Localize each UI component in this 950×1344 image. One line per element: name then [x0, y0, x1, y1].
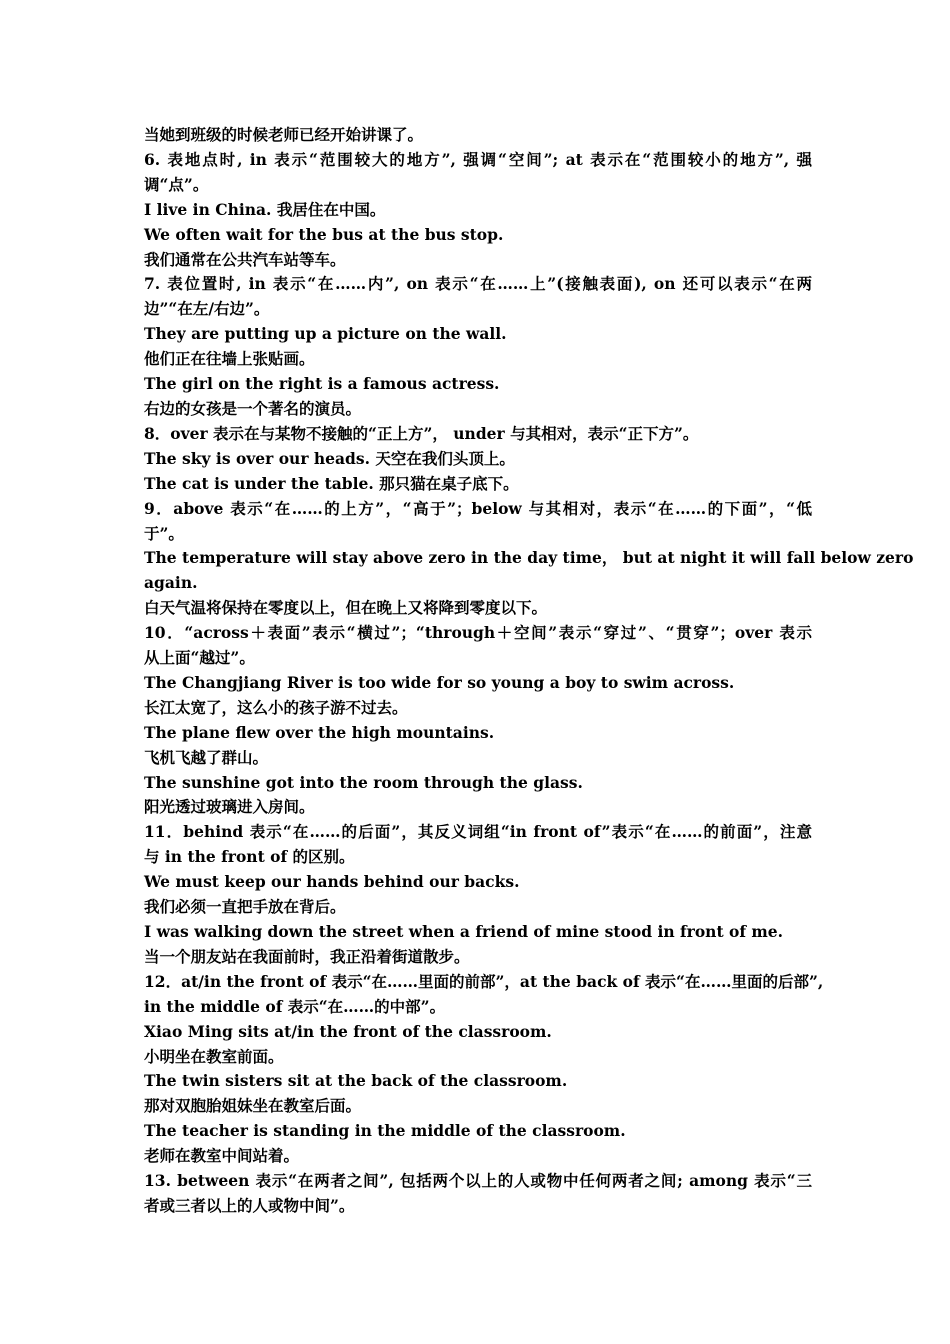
text-line: 小明坐在教室前面。 [144, 1046, 284, 1066]
text-line: 边”“在左/右边”。 [144, 299, 270, 319]
text-line: 从上面“越过”。 [144, 648, 255, 668]
text-line: 调“点”。 [144, 174, 209, 194]
text-line: The sunshine got into the room through the glass. [144, 772, 583, 792]
text-line: The Changjiang River is too wide for so young a boy to swim across. [144, 672, 735, 692]
text-line: We often wait for the bus at the bus stop. [144, 224, 504, 244]
text-line: 13. between 表示“在两者之间”, 包括两个以上的人或物中任何两者之间; among 表示“三 [144, 1171, 812, 1191]
text-line: The temperature will stay above zero in the day time， but at night it will fall below zero [144, 548, 914, 568]
text-line: 老师在教室中间站着。 [144, 1146, 300, 1166]
text-line: 者或三者以上的人或物中间”。 [144, 1195, 355, 1215]
text-line: We must keep our hands behind our backs. [144, 872, 520, 892]
text-line: 当一个朋友站在我面前时，我正沿着街道散步。 [144, 946, 470, 966]
text-line: 9．above 表示“在……的上方”，“高于”；below 与其相对，表示“在……的下面”，“低 [144, 498, 812, 518]
text-line: 10．“across＋表面”表示“横过”；“through＋空间”表示“穿过”、“贯穿”；over 表示 [144, 623, 812, 643]
text-line: 8．over 表示在与某物不接触的“正上方”， under 与其相对，表示“正下方”。 [144, 423, 699, 443]
text-line: The sky is over our heads. 天空在我们头顶上。 [144, 448, 515, 468]
text-line: The cat is under the table. 那只猫在桌子底下。 [144, 473, 519, 493]
text-line: Xiao Ming sits at/in the front of the classroom. [144, 1021, 552, 1041]
text-line: The twin sisters sit at the back of the classroom. [144, 1071, 568, 1091]
text-line: 飞机飞越了群山。 [144, 747, 269, 767]
text-line: The plane flew over the high mountains. [144, 722, 495, 742]
text-line: 那对双胞胎姐妹坐在教室后面。 [144, 1096, 362, 1116]
text-line: 我们必须一直把手放在背后。 [144, 897, 346, 917]
text-line: again. [144, 573, 198, 593]
text-line: 白天气温将保持在零度以上，但在晚上又将降到零度以下。 [144, 598, 548, 618]
text-line: I was walking down the street when a friend of mine stood in front of me. [144, 922, 784, 941]
text-line: 他们正在往墙上张贴画。 [144, 349, 315, 369]
text-line: 当她到班级的时候老师已经开始讲课了。 [144, 125, 424, 144]
text-line: The teacher is standing in the middle of the classroom. [144, 1121, 626, 1141]
text-line: 右边的女孩是一个著名的演员。 [144, 398, 362, 418]
text-line: 阳光透过玻璃进入房间。 [144, 797, 315, 817]
text-line: 于”。 [144, 523, 184, 543]
text-line: 7. 表位置时, in 表示“在……内”, on 表示“在……上”(接触表面), on 还可以表示“在两 [144, 274, 812, 294]
text-line: in the middle of 表示“在……的中部”。 [144, 996, 446, 1016]
text-line: 12．at/in the front of 表示“在……里面的前部”，at the back of 表示“在……里面的后部”, [144, 971, 824, 991]
text-line: 长江太宽了，这么小的孩子游不过去。 [144, 697, 408, 717]
document-page [144, 123, 914, 1219]
text-line: 我们通常在公共汽车站等车。 [144, 249, 346, 269]
text-line: I live in China. 我居住在中国。 [144, 199, 386, 219]
text-line: 11．behind 表示“在……的后面”，其反义词组“in front of”表示“在……的前面”，注意 [144, 822, 812, 842]
text-line: They are putting up a picture on the wall. [144, 324, 507, 344]
text-line: 与 in the front of 的区别。 [144, 847, 355, 867]
text-line: The girl on the right is a famous actress. [144, 374, 500, 394]
text-line: 6. 表地点时, in 表示“范围较大的地方”, 强调“空间”; at 表示在“范围较小的地方”, 强 [144, 149, 812, 169]
